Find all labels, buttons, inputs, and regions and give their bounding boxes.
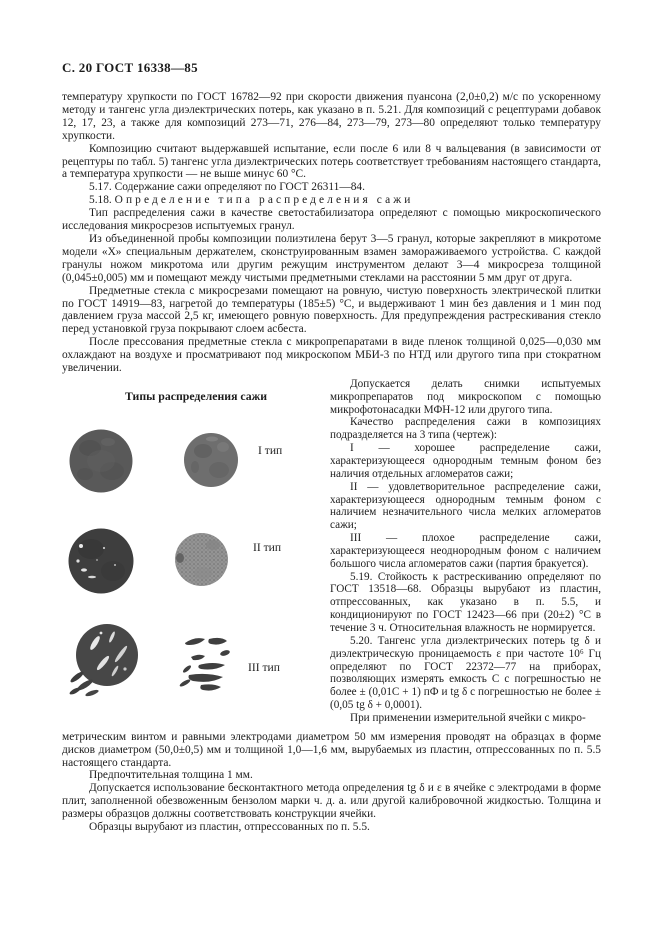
section-number: 5.18. bbox=[89, 194, 112, 207]
paragraph: I — хорошее распределение сажи, характеризующееся однородным темным фоном без наличия отдельных агломератов сажи; bbox=[330, 442, 601, 480]
section-title: Определение типа распределения сажи bbox=[114, 194, 414, 207]
micrograph-type3-left bbox=[65, 621, 145, 701]
figure-label-type3: III тип bbox=[248, 660, 280, 674]
paragraph: Предпочтительная толщина 1 мм. bbox=[89, 769, 253, 782]
paragraph: 5.17. Содержание сажи определяют по ГОСТ 26311—84. bbox=[89, 181, 365, 194]
paragraph: Предметные стекла с микросрезами помещают на ровную, чистую поверхность электрической плитки по ГОСТ 14919—83, нагретой до температуры (185±5) °С, и выдерживают 1 мин без давления и 1 мин под давлением груза массой 2,5 кг, имеющего ровную поверхность. Для предупреждения растрескивания стекло перед установкой груза покрывают слоем асбеста. bbox=[62, 284, 601, 336]
paragraph: Из объединенной пробы композиции полиэтилена берут 3—5 гранул, которые закрепляют в микротоме модели «Х» специальным держателем, сконструированным взамен замораживаемого устройства. С каждой гранулы ножом микротома или другим режущим инструментом делают 3—4 микросреза толщиной (0,045±0,005) мм и помещают между чистыми предметными стеклами на расстоянии 5 мм друг от друга. bbox=[62, 232, 601, 284]
paragraph: 5.19. Стойкость к растрескиванию определяют по ГОСТ 13518—68. Образцы вырубают из пластин, отпрессованных, как указано в п. 5.5, и кондиционируют по ГОСТ 12423—66 при (20±2) °С в течение 3 ч. Относительная влажность не нормируется. bbox=[330, 570, 601, 634]
paragraph: Допускается делать снимки испытуемых микропрепаратов под микроскопом с помощью микрофотонасадки МФН-12 или другого типа. bbox=[330, 377, 601, 416]
paragraph: Допускается использование бесконтактного метода определения tg δ и ε в ячейке с электродами в форме плит, заполненной обезвоженным бензолом марки ч. д. а. или другой калибровочной жидкостью. Толщина и размеры образцов должны соответствовать конструкции ячейки. bbox=[62, 782, 601, 821]
paragraph: III — плохое распределение сажи, характеризующееся неоднородным фоном с наличием большого числа агломератов сажи (партия бракуется). bbox=[330, 532, 601, 570]
section-heading-5-18 bbox=[62, 194, 601, 207]
figure-label-type1: I тип bbox=[258, 443, 283, 457]
paragraph: II — удовлетворительное распределение сажи, характеризующееся однородным темным фоном с наличием незначительного числа мелких агломератов сажи; bbox=[330, 480, 601, 532]
two-column-section bbox=[62, 378, 601, 725]
micrograph-type2-right bbox=[173, 531, 230, 588]
bottom-text-block bbox=[62, 731, 601, 834]
micrograph-type3-right bbox=[175, 631, 235, 695]
paragraph: При применении измерительной ячейки с микро- bbox=[350, 711, 586, 724]
paragraph: 5.20. Тангенс угла диэлектрических потерь tg δ и диэлектрическую проницаемость ε при частоте 10⁶ Гц определяют по ГОСТ 22372—77 на приборах, позволяющих измерять емкость С с погрешностью не более ± (0,01С + 1) пФ и tg δ с погрешностью не более ±(0,05 tg δ + 0,0001). bbox=[330, 634, 601, 712]
micrograph-type1-left bbox=[68, 428, 134, 494]
figure-label-type2: II тип bbox=[253, 540, 282, 554]
page-header: С. 20 ГОСТ 16338—85 bbox=[62, 60, 198, 75]
micrograph-type1-right bbox=[183, 429, 239, 491]
paragraph: После прессования предметные стекла с микропрепаратами в виде пленок толщиной 0,025—0,030 мм охлаждают на воздухе и просматривают под микроскопом МБИ-3 по НТД или другого типа при стократном увеличении. bbox=[62, 336, 601, 375]
micrograph-type2-left bbox=[67, 525, 135, 597]
main-text-block bbox=[62, 91, 601, 375]
paragraph: температуру хрупкости по ГОСТ 16782—92 при скорости движения пуансона (2,0±0,2) м/с по ускоренному методу и тангенс угла диэлектрических потерь, как указано в п. 5.21. Для композиций с рецептурами добавок 12, 17, 23, а также для композиций 273—71, 276—84, 273—79, 273—80 определяют только температуру хрупкости. bbox=[62, 91, 601, 142]
paragraph: Качество распределения сажи в композициях подразделяется на 3 типа (чертеж): bbox=[330, 416, 601, 442]
right-text-column bbox=[330, 378, 601, 725]
paragraph: Тип распределения сажи в качестве светостабилизатора определяют с помощью микроскопического исследования микросрезов испытуемых гранул. bbox=[62, 207, 601, 233]
figure-title: Типы распределения сажи bbox=[124, 388, 268, 403]
paragraph: Образцы вырубают из пластин, отпрессованных по п. 5.5. bbox=[89, 821, 370, 834]
paragraph: Композицию считают выдержавшей испытание, если после 6 или 8 ч вальцевания (в зависимости от рецептуры по табл. 5) тангенс угла диэлектрических потерь соответствует требованиям настоящего стандарта, а температура хрупкости — не выше минус 60 °С. bbox=[62, 142, 601, 181]
paragraph: метрическим винтом и равными электродами диаметром 50 мм измерения проводят на образцах в форме дисков диаметром (50,0±0,5) мм и толщиной 1,0—1,6 мм, вырубаемых из пластин, отпрессованных по п. 5.5 настоящего стандарта. bbox=[62, 730, 601, 769]
figure-carbon-black-types bbox=[62, 378, 330, 708]
